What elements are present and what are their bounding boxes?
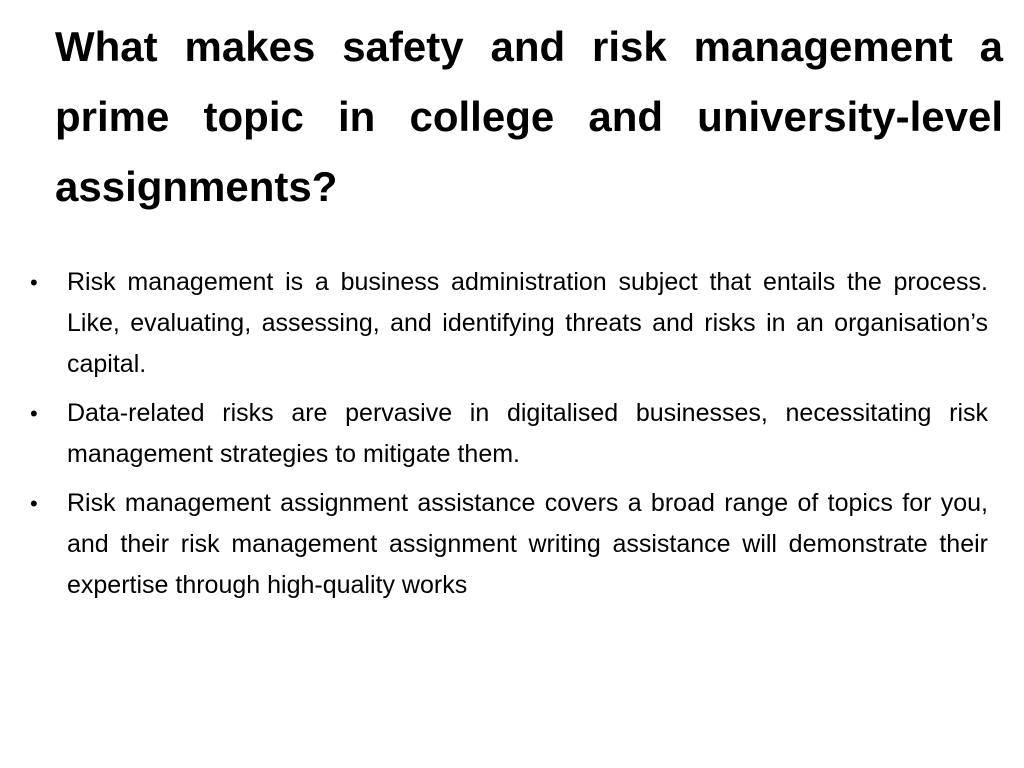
bullet-text: Risk management is a business administration subject that entails the process. Like, evaluating, assessing, and identifying threats and risks in an organisation’s capital. <box>67 268 988 378</box>
bullet-icon: • <box>30 491 38 516</box>
bullet-item <box>30 393 988 475</box>
bullet-item <box>30 483 988 606</box>
bullet-item <box>30 262 988 385</box>
bullet-icon: • <box>30 270 38 295</box>
bullet-text: Data-related risks are pervasive in digitalised businesses, necessitating risk management strategies to mitigate them. <box>67 399 988 468</box>
slide-title: What makes safety and risk management a prime topic in college and university-level assignments? <box>55 23 1003 210</box>
bullet-list <box>30 262 988 614</box>
bullet-icon: • <box>30 401 38 426</box>
bullet-text: Risk management assignment assistance covers a broad range of topics for you, and their risk management assignment writing assistance will demonstrate their expertise through high-quality works <box>67 489 988 599</box>
